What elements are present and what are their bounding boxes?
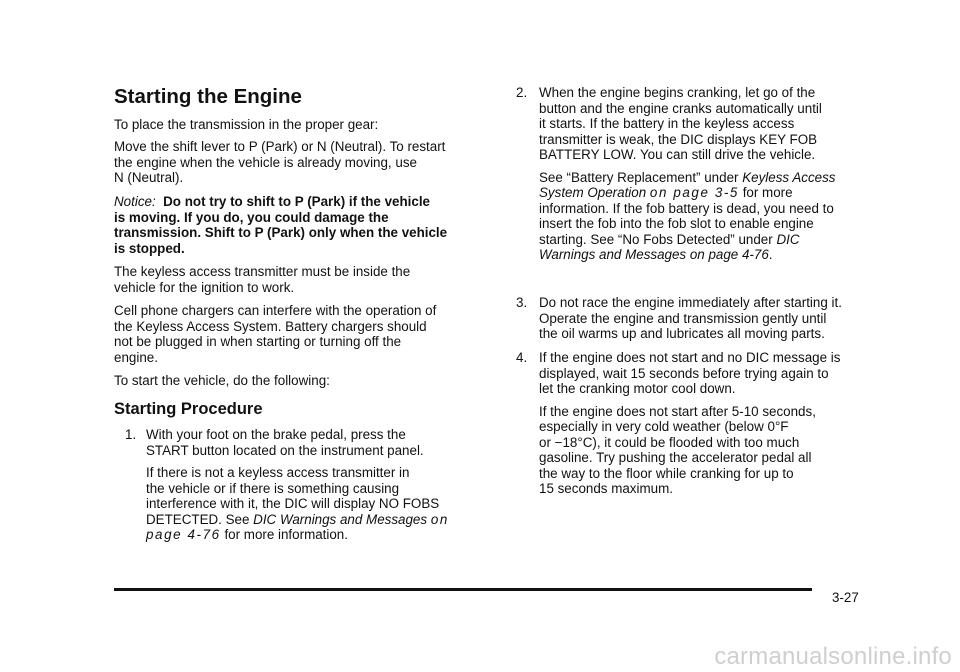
- step-number: 4.: [516, 350, 528, 365]
- cross-reference: Keyless Access: [742, 169, 836, 185]
- notice-block: Notice: Do not try to shift to P (Park) if the vehicle is moving. If you do, you could damage the transmission. Shift to P (Park) only when the vehicle is stopped.: [114, 194, 448, 256]
- cross-reference: DIC Warnings and Messages: [253, 511, 428, 527]
- step-4: 4. If the engine does not start and no DIC message is displayed, wait 15 seconds before trying again to let the cranking motor cool down. If the engine does not start after 5-10 seconds, especially in very cold weather (below 0°F or −18°C), it could be flooded with too much gasoline. Try pushing the accelerator pedal all the way to the floor while cranking for up to 15 seconds maximum.: [516, 350, 841, 496]
- step-number: 3.: [516, 295, 528, 310]
- step-number: 2.: [516, 85, 528, 100]
- page-reference: page 4-76: [146, 527, 221, 542]
- watermark: carmanualsonline.info: [714, 643, 952, 670]
- cross-reference: DIC: [776, 231, 800, 247]
- step-2: 2. When the engine begins cranking, let go of the button and the engine cranks automatically until it starts. If the battery in the keyless access transmitter is weak, the DIC displays KEY FOB BATTERY LOW. You can still drive the vehicle. See “Battery Replacement” under Keyless Access System Operation on page 3-5 for more information. If the fob battery is dead, you need to insert the fob into the fob slot to enable engine starting. See “No Fobs Detected” under DIC Warnings and Messages on page 4-76.: [516, 85, 836, 262]
- step-number: 1.: [125, 427, 137, 442]
- step-3: 3. Do not race the engine immediately after starting it. Operate the engine and transmission gently until the oil warms up and lubricates all moving parts.: [516, 295, 842, 341]
- page-number: 3-27: [832, 590, 859, 605]
- page-reference: on page 3-5: [649, 185, 739, 200]
- paragraph-shift-lever: Move the shift lever to P (Park) or N (Neutral). To restart the engine when the vehicle is already moving, use N (Neutral).: [114, 139, 446, 185]
- notice-label: Notice:: [114, 194, 156, 209]
- page-title: Starting the Engine: [114, 85, 302, 108]
- paragraph-start: To start the vehicle, do the following:: [114, 373, 330, 388]
- step-1: 1. With your foot on the brake pedal, press the START button located on the instrument panel. If there is not a keyless access transmitter in the vehicle or if there is something causing interference with it, the DIC will display NO FOBS DETECTED. See DIC Warnings and Messages on page 4-76 for more information.: [125, 427, 449, 542]
- section-heading: Starting Procedure: [114, 400, 263, 418]
- paragraph-chargers: Cell phone chargers can interfere with the operation of the Keyless Access System. Battery chargers should not be plugged in when starting or turning off the engine.: [114, 303, 437, 365]
- paragraph-gear: To place the transmission in the proper gear:: [114, 117, 379, 132]
- paragraph-keyless: The keyless access transmitter must be inside the vehicle for the ignition to work.: [114, 264, 411, 295]
- footer-rule: [114, 588, 812, 591]
